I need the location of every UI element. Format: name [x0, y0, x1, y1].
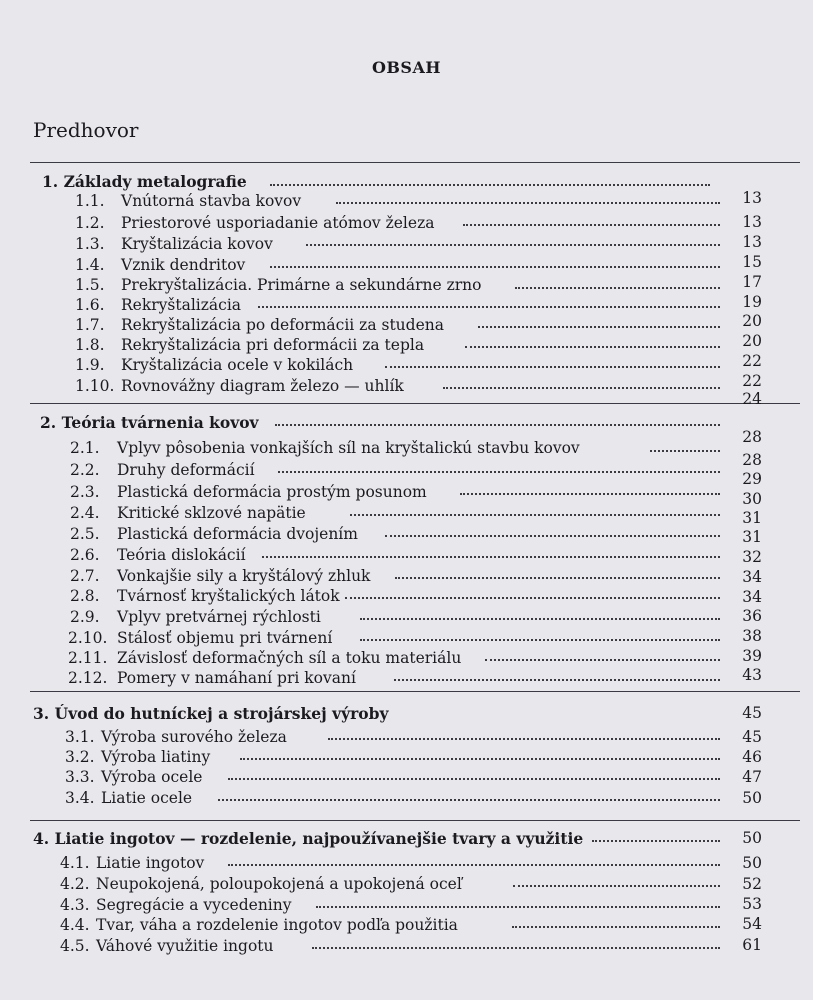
toc-entry: 2.6. Teória dislokácií — [70, 546, 246, 564]
leader-dots — [350, 510, 720, 516]
leader-dots — [312, 943, 720, 949]
toc-entry: 4.2. Neupokojená, poloupokojená a upokojená oceľ — [60, 875, 462, 893]
toc-entry: 4.1. Liatie ingotov — [60, 854, 205, 872]
page-number: 17 — [742, 273, 762, 291]
divider — [30, 403, 800, 404]
leader-dots — [463, 220, 720, 226]
toc-entry: 2.1. Vplyv pôsobenia vonkajších síl na kryštalickú stavbu kovov — [70, 439, 580, 457]
leader-dots — [316, 902, 720, 908]
page-number: 61 — [742, 936, 762, 954]
toc-entry: 1.8. Rekryštalizácia pri deformácii za tepla — [75, 336, 425, 354]
page-number: 30 — [742, 490, 762, 508]
page-number: 13 — [742, 233, 762, 251]
page-number: 53 — [742, 895, 762, 913]
toc-entry: 2.5. Plastická deformácia dvojením — [70, 525, 358, 543]
page-number: 24 — [742, 390, 762, 408]
page-number: 50 — [742, 789, 762, 807]
toc-entry: 2.11. Závislosť deformačných síl a toku materiálu — [68, 649, 462, 667]
toc-entry: 1.6. Rekryštalizácia — [75, 296, 242, 314]
leader-dots — [465, 342, 720, 348]
toc-entry: 4.4. Tvar, váha a rozdelenie ingotov podľa použitia — [60, 916, 458, 934]
leader-dots — [228, 774, 720, 780]
section-heading: 1. Základy metalografie — [42, 172, 247, 191]
leader-dots — [328, 734, 720, 740]
page-number: 22 — [742, 372, 762, 390]
page-number: 31 — [742, 528, 762, 546]
leader-dots — [270, 180, 710, 186]
leader-dots — [460, 489, 720, 495]
leader-dots — [512, 922, 720, 928]
toc-entry: 1.9. Kryštalizácia ocele v kokilách — [75, 356, 354, 374]
toc-entry: 1.2. Priestorové usporiadanie atómov železa — [75, 214, 435, 232]
page-number: 45 — [742, 704, 762, 722]
divider — [30, 820, 800, 821]
foreword-entry: Predhovor — [33, 118, 139, 142]
page-number: 28 — [742, 428, 762, 446]
section-heading: 2. Teória tvárnenia kovov — [40, 413, 259, 432]
page-number: 34 — [742, 568, 762, 586]
leader-dots — [336, 198, 720, 204]
leader-dots — [218, 795, 720, 801]
page-number: 50 — [742, 829, 762, 847]
toc-entry: 3.3. Výroba ocele — [65, 768, 203, 786]
toc-entry: 2.9. Vplyv pretvárnej rýchlosti — [70, 608, 321, 626]
leader-dots — [270, 262, 720, 268]
toc-entry: 1.3. Kryštalizácia kovov — [75, 235, 273, 253]
page-number: 20 — [742, 332, 762, 350]
section-heading: 3. Úvod do hutníckej a strojárskej výroby — [33, 704, 389, 723]
leader-dots — [592, 836, 720, 842]
page-number: 28 — [742, 451, 762, 469]
leader-dots — [650, 446, 720, 452]
toc-entry: 1.1. Vnútorná stavba kovov — [75, 192, 302, 210]
page-number: 46 — [742, 748, 762, 766]
page-number: 13 — [742, 189, 762, 207]
page-number: 52 — [742, 875, 762, 893]
toc-entry: 2.4. Kritické sklzové napätie — [70, 504, 306, 522]
page-number: 50 — [742, 854, 762, 872]
page-number: 43 — [742, 666, 762, 684]
toc-entry: 2.7. Vonkajšie sily a kryštálový zhluk — [70, 567, 371, 585]
page-number: 47 — [742, 768, 762, 786]
leader-dots — [478, 322, 720, 328]
page-number: 36 — [742, 607, 762, 625]
toc-entry: 1.7. Rekryštalizácia po deformácii za studena — [75, 316, 444, 334]
leader-dots — [513, 881, 720, 887]
page-number: 54 — [742, 915, 762, 933]
toc-entry: 1.10. Rovnovážny diagram železo — uhlík — [75, 377, 404, 395]
page-number: 31 — [742, 509, 762, 527]
toc-entry: 1.4. Vznik dendritov — [75, 256, 246, 274]
leader-dots — [262, 552, 720, 558]
toc-entry: 4.3. Segregácie a vycedeniny — [60, 896, 292, 914]
page-number: 15 — [742, 253, 762, 271]
divider — [30, 691, 800, 692]
toc-entry: 3.2. Výroba liatiny — [65, 748, 211, 766]
page-number: 19 — [742, 293, 762, 311]
leader-dots — [385, 362, 720, 368]
leader-dots — [345, 593, 720, 599]
section-heading: 4. Liatie ingotov — rozdelenie, najpoužívanejšie tvary a využitie — [33, 829, 584, 848]
toc-entry: 2.2. Druhy deformácií — [70, 461, 255, 479]
toc-entry: 2.8. Tvárnosť kryštalických látok — [70, 587, 340, 605]
toc-entry: 3.4. Liatie ocele — [65, 789, 193, 807]
page-number: 38 — [742, 627, 762, 645]
toc-entry: 2.3. Plastická deformácia prostým posunom — [70, 483, 427, 501]
divider — [30, 162, 800, 163]
leader-dots — [360, 614, 720, 620]
toc-entry: 2.10. Stálosť objemu pri tvárnení — [68, 629, 333, 647]
leader-dots — [240, 754, 720, 760]
page-number: 34 — [742, 588, 762, 606]
page-number: 20 — [742, 312, 762, 330]
leader-dots — [385, 531, 720, 537]
page-number: 45 — [742, 728, 762, 746]
leader-dots — [228, 860, 720, 866]
page-title: OBSAH — [371, 58, 442, 77]
page-number: 32 — [742, 548, 762, 566]
leader-dots — [394, 675, 720, 681]
page-number: 39 — [742, 647, 762, 665]
page-number: 13 — [742, 213, 762, 231]
leader-dots — [443, 383, 720, 389]
leader-dots — [485, 655, 720, 661]
page-number: 22 — [742, 352, 762, 370]
leader-dots — [306, 240, 720, 246]
leader-dots — [360, 635, 720, 641]
leader-dots — [258, 302, 720, 308]
leader-dots — [278, 467, 720, 473]
leader-dots — [395, 573, 720, 579]
toc-entry: 3.1. Výroba surového železa — [65, 728, 287, 746]
leader-dots — [515, 283, 720, 289]
toc-entry: 2.12. Pomery v namáhaní pri kovaní — [68, 669, 356, 687]
toc-entry: 4.5. Váhové využitie ingotu — [60, 937, 274, 955]
leader-dots — [275, 420, 720, 426]
toc-entry: 1.5. Prekryštalizácia. Primárne a sekundárne zrno — [75, 276, 482, 294]
page-number: 29 — [742, 470, 762, 488]
